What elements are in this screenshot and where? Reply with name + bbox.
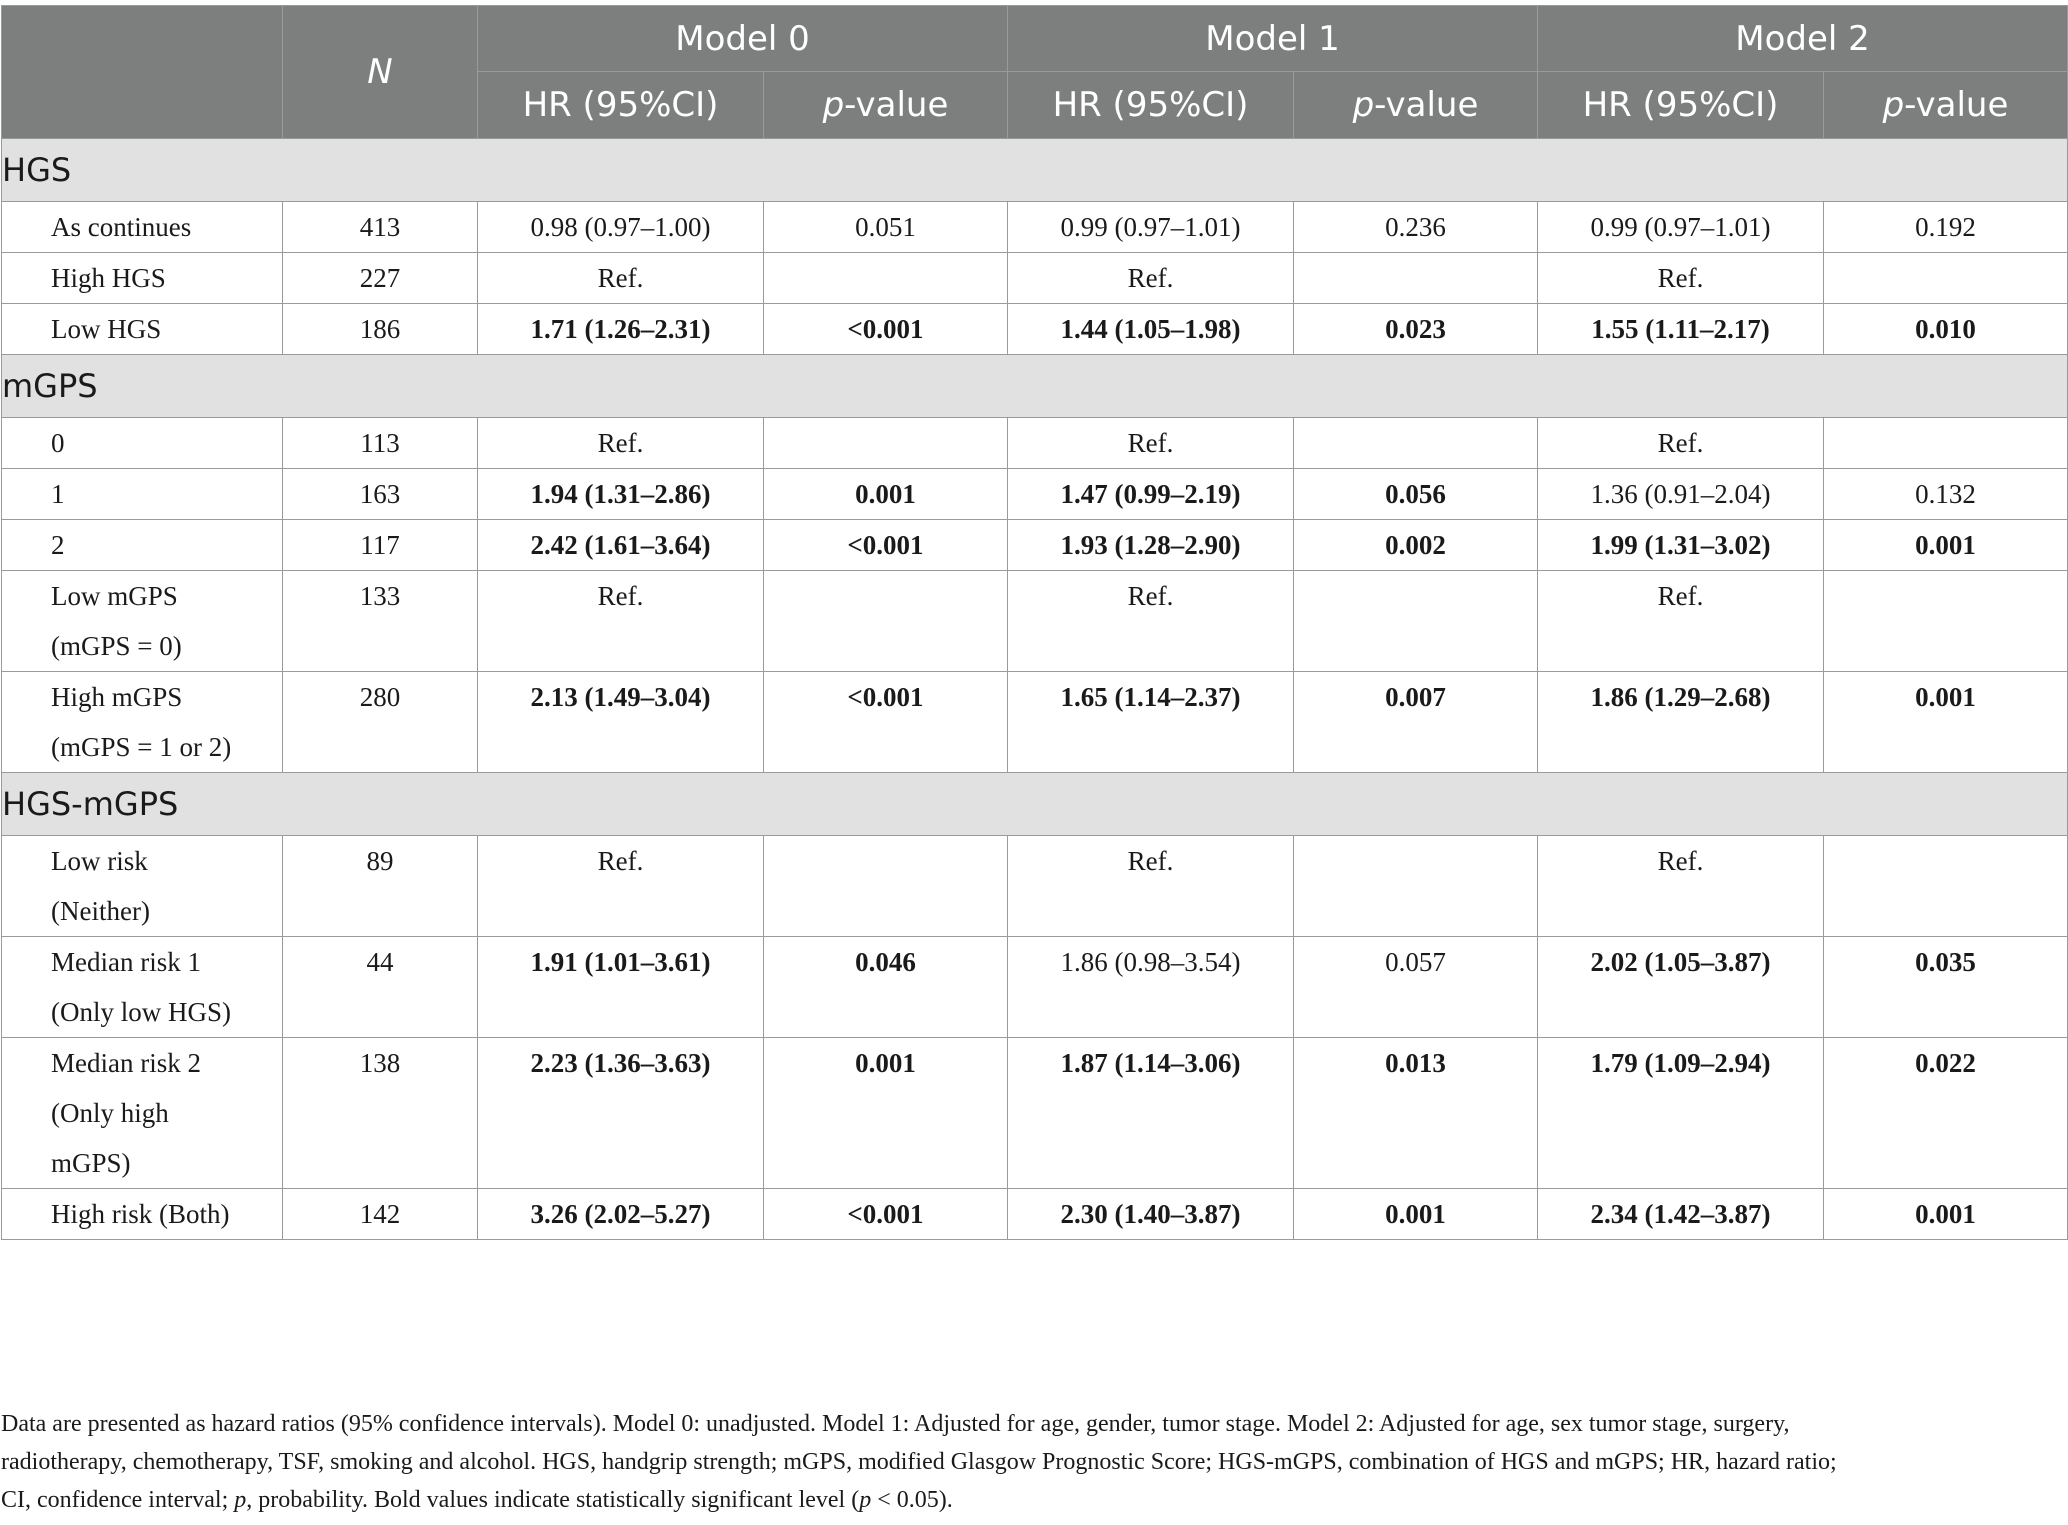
header-hr-2: HR (95%CI) [1538,72,1824,139]
p-suffix: -value [1904,85,2009,125]
cell-p-0: 0.051 [764,202,1008,253]
footnote-line: radiotherapy, chemotherapy, TSF, smoking and alcohol. HGS, handgrip strength; mGPS, modified Glasgow Prognostic Score; HGS-mGPS, combination of HGS and mGPS; HR, hazard ratio; [1,1449,1837,1475]
cell-hr-2: Ref. [1538,571,1824,672]
cell-hr-2: 1.79 (1.09–2.94) [1538,1038,1824,1189]
footnote-p-italic: p [234,1487,247,1513]
cell-hr-0: Ref. [478,418,764,469]
cell-p-0 [764,571,1008,672]
row-label [2,836,283,937]
row-label: High risk (Both) [2,1189,283,1240]
row-label: As continues [2,202,283,253]
cell-hr-1: 1.93 (1.28–2.90) [1008,520,1294,571]
footnote-text: < 0.05). [871,1487,953,1513]
cell-hr-1: 1.65 (1.14–2.37) [1008,672,1294,773]
cell-p-2: 0.022 [1824,1038,2068,1189]
section-hgs [2,139,2068,202]
cell-p-2: 0.010 [1824,304,2068,355]
table-row [2,202,2068,253]
row-label-line: (mGPS = 1 or 2) [51,732,232,762]
row-label-line: Low risk [51,846,148,876]
section-title: HGS [2,139,2068,202]
row-label [2,1038,283,1189]
cell-p-0: 0.046 [764,937,1008,1038]
cell-n: 413 [283,202,478,253]
cell-hr-2: 1.86 (1.29–2.68) [1538,672,1824,773]
cell-p-1: 0.007 [1294,672,1538,773]
row-label-line: High mGPS [51,682,183,712]
cell-hr-0: Ref. [478,571,764,672]
cell-hr-0: 2.23 (1.36–3.63) [478,1038,764,1189]
cell-p-2: 0.035 [1824,937,2068,1038]
cell-p-2 [1824,418,2068,469]
cell-p-0: <0.001 [764,520,1008,571]
row-label-line: Median risk 1 [51,947,201,977]
table-row [2,571,2068,672]
cell-hr-1: Ref. [1008,836,1294,937]
cell-n: 89 [283,836,478,937]
cell-n: 117 [283,520,478,571]
cell-p-1: 0.013 [1294,1038,1538,1189]
cell-n: 163 [283,469,478,520]
table-row [2,520,2068,571]
cell-n: 113 [283,418,478,469]
section-title: mGPS [2,355,2068,418]
cell-p-1: 0.056 [1294,469,1538,520]
row-label: Low HGS [2,304,283,355]
cell-p-2 [1824,571,2068,672]
row-label: High HGS [2,253,283,304]
row-label [2,937,283,1038]
cell-p-1: 0.236 [1294,202,1538,253]
row-label-line: Median risk 2 [51,1048,201,1078]
header-n: N [283,6,478,139]
cell-hr-0: 3.26 (2.02–5.27) [478,1189,764,1240]
cell-hr-2: 1.55 (1.11–2.17) [1538,304,1824,355]
row-label-line: Low mGPS [51,581,178,611]
cell-p-2: 0.192 [1824,202,2068,253]
cell-p-1 [1294,571,1538,672]
cell-hr-1: Ref. [1008,571,1294,672]
cell-n: 142 [283,1189,478,1240]
cell-hr-0: 1.91 (1.01–3.61) [478,937,764,1038]
footnote-line: Data are presented as hazard ratios (95% confidence intervals). Model 0: unadjusted. Model 1: Adjusted for age, gender, tumor stage. Model 2: Adjusted for age, sex tumor stage, surgery, [1,1411,1790,1437]
cell-p-2: 0.001 [1824,520,2068,571]
cell-p-0 [764,253,1008,304]
footnote-line [1,1481,2041,1519]
p-suffix: -value [844,85,949,125]
footnote-text: , probability. Bold values indicate statistically significant level ( [246,1487,860,1513]
cell-n: 186 [283,304,478,355]
cell-hr-1: 1.87 (1.14–3.06) [1008,1038,1294,1189]
p-italic: p [822,85,845,125]
header-model-1: Model 1 [1008,6,1538,72]
cell-hr-1: 1.86 (0.98–3.54) [1008,937,1294,1038]
cell-p-1: 0.001 [1294,1189,1538,1240]
cell-n: 133 [283,571,478,672]
cell-hr-1: Ref. [1008,418,1294,469]
header-p-2 [1824,72,2068,139]
table-row [2,672,2068,773]
cell-p-2 [1824,836,2068,937]
cell-n: 280 [283,672,478,773]
row-label [2,571,283,672]
cell-n: 227 [283,253,478,304]
cell-hr-2: 1.36 (0.91–2.04) [1538,469,1824,520]
cell-n: 44 [283,937,478,1038]
header-hr-1: HR (95%CI) [1008,72,1294,139]
header-row-models [2,6,2068,72]
section-hgs-mgps [2,773,2068,836]
results-table-container [1,5,2067,1240]
cell-p-2 [1824,253,2068,304]
section-title: HGS-mGPS [2,773,2068,836]
header-model-2: Model 2 [1538,6,2068,72]
table-row [2,836,2068,937]
row-label-line: (Only high [51,1098,169,1128]
cell-n: 138 [283,1038,478,1189]
footnote-p-italic: p [859,1487,872,1513]
cell-hr-0: Ref. [478,836,764,937]
cell-p-1 [1294,253,1538,304]
cell-hr-2: 0.99 (0.97–1.01) [1538,202,1824,253]
cell-p-0: 0.001 [764,469,1008,520]
cell-p-1 [1294,836,1538,937]
row-label-line: (mGPS = 0) [51,631,182,661]
table-row [2,937,2068,1038]
cell-p-2: 0.001 [1824,1189,2068,1240]
cell-hr-2: Ref. [1538,836,1824,937]
cell-p-0: <0.001 [764,1189,1008,1240]
row-label: 2 [2,520,283,571]
table-row [2,1038,2068,1189]
cell-p-1: 0.057 [1294,937,1538,1038]
table-row [2,304,2068,355]
cell-hr-2: Ref. [1538,253,1824,304]
cell-p-1: 0.023 [1294,304,1538,355]
cell-hr-2: 1.99 (1.31–3.02) [1538,520,1824,571]
cell-p-0: 0.001 [764,1038,1008,1189]
cell-hr-0: 2.42 (1.61–3.64) [478,520,764,571]
cell-p-0 [764,836,1008,937]
cell-hr-0: 1.94 (1.31–2.86) [478,469,764,520]
cell-hr-1: 1.44 (1.05–1.98) [1008,304,1294,355]
p-italic: p [1352,85,1375,125]
row-label-line: mGPS) [51,1148,131,1178]
cell-p-0: <0.001 [764,304,1008,355]
header-model-0: Model 0 [478,6,1008,72]
cell-p-1 [1294,418,1538,469]
cell-p-1: 0.002 [1294,520,1538,571]
cell-hr-2: Ref. [1538,418,1824,469]
header-p-0 [764,72,1008,139]
table-row [2,1189,2068,1240]
cell-hr-0: Ref. [478,253,764,304]
table-row [2,253,2068,304]
p-suffix: -value [1374,85,1479,125]
row-label-line: (Neither) [51,896,150,926]
cell-hr-2: 2.02 (1.05–3.87) [1538,937,1824,1038]
row-label: 0 [2,418,283,469]
header-hr-0: HR (95%CI) [478,72,764,139]
table-row [2,418,2068,469]
hazard-ratio-table [1,5,2068,1240]
cell-p-2: 0.132 [1824,469,2068,520]
cell-hr-1: Ref. [1008,253,1294,304]
table-row [2,469,2068,520]
row-label: 1 [2,469,283,520]
cell-hr-1: 2.30 (1.40–3.87) [1008,1189,1294,1240]
cell-hr-0: 1.71 (1.26–2.31) [478,304,764,355]
table-footnote [1,1405,2041,1519]
cell-p-2: 0.001 [1824,672,2068,773]
header-p-1 [1294,72,1538,139]
cell-hr-1: 0.99 (0.97–1.01) [1008,202,1294,253]
footnote-text: CI, confidence interval; [1,1487,235,1513]
cell-hr-1: 1.47 (0.99–2.19) [1008,469,1294,520]
cell-p-0: <0.001 [764,672,1008,773]
row-label [2,672,283,773]
p-italic: p [1882,85,1905,125]
cell-hr-0: 2.13 (1.49–3.04) [478,672,764,773]
cell-p-0 [764,418,1008,469]
section-mgps [2,355,2068,418]
cell-hr-0: 0.98 (0.97–1.00) [478,202,764,253]
header-blank-cell [2,6,283,139]
cell-hr-2: 2.34 (1.42–3.87) [1538,1189,1824,1240]
row-label-line: (Only low HGS) [51,997,231,1027]
